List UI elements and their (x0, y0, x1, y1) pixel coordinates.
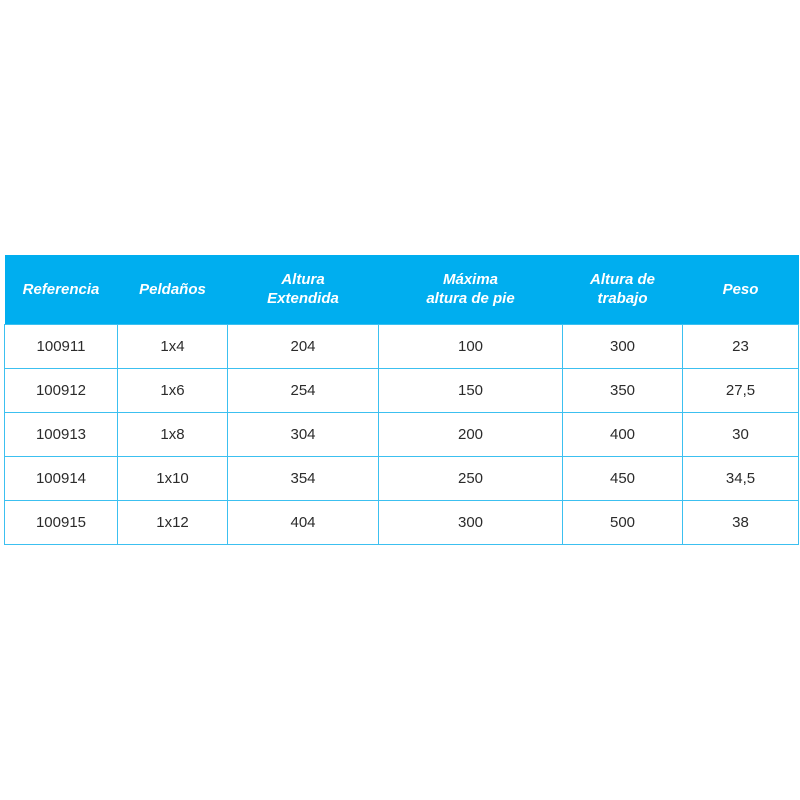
cell-maxima-altura-de-pie: 100 (379, 324, 563, 368)
cell-peso: 34,5 (683, 456, 799, 500)
cell-peso: 23 (683, 324, 799, 368)
cell-peldanos: 1x4 (118, 324, 228, 368)
cell-altura-extendida: 254 (228, 368, 379, 412)
cell-altura-de-trabajo: 300 (563, 324, 683, 368)
cell-altura-extendida: 404 (228, 500, 379, 544)
header-peso: Peso (722, 280, 759, 298)
cell-peldanos: 1x6 (118, 368, 228, 412)
header-maxima-altura-de-pie: Máxima altura de pie (426, 271, 515, 308)
cell-referencia: 100914 (5, 456, 118, 500)
cell-peldanos: 1x8 (118, 412, 228, 456)
table-header (5, 255, 799, 324)
cell-referencia: 100915 (5, 500, 118, 544)
cell-peldanos: 1x12 (118, 500, 228, 544)
cell-altura-extendida: 354 (228, 456, 379, 500)
cell-altura-de-trabajo: 400 (563, 412, 683, 456)
cell-maxima-altura-de-pie: 250 (379, 456, 563, 500)
header-row (5, 255, 799, 324)
cell-referencia: 100912 (5, 368, 118, 412)
table-row (5, 500, 799, 544)
cell-peldanos: 1x10 (118, 456, 228, 500)
table-row (5, 368, 799, 412)
cell-maxima-altura-de-pie: 150 (379, 368, 563, 412)
header-altura-extendida: Altura Extendida (267, 271, 339, 308)
table-row (5, 456, 799, 500)
specifications-table (4, 255, 799, 545)
cell-referencia: 100911 (5, 324, 118, 368)
cell-peso: 30 (683, 412, 799, 456)
cell-maxima-altura-de-pie: 200 (379, 412, 563, 456)
cell-peso: 38 (683, 500, 799, 544)
cell-maxima-altura-de-pie: 300 (379, 500, 563, 544)
header-referencia: Referencia (22, 280, 100, 298)
table-row (5, 412, 799, 456)
cell-referencia: 100913 (5, 412, 118, 456)
cell-altura-de-trabajo: 450 (563, 456, 683, 500)
cell-altura-de-trabajo: 500 (563, 500, 683, 544)
cell-altura-extendida: 204 (228, 324, 379, 368)
cell-altura-extendida: 304 (228, 412, 379, 456)
table-row (5, 324, 799, 368)
cell-peso: 27,5 (683, 368, 799, 412)
cell-altura-de-trabajo: 350 (563, 368, 683, 412)
table-body (5, 324, 799, 544)
header-peldanos: Peldaños (139, 280, 206, 298)
header-altura-de-trabajo: Altura de trabajo (589, 271, 655, 308)
